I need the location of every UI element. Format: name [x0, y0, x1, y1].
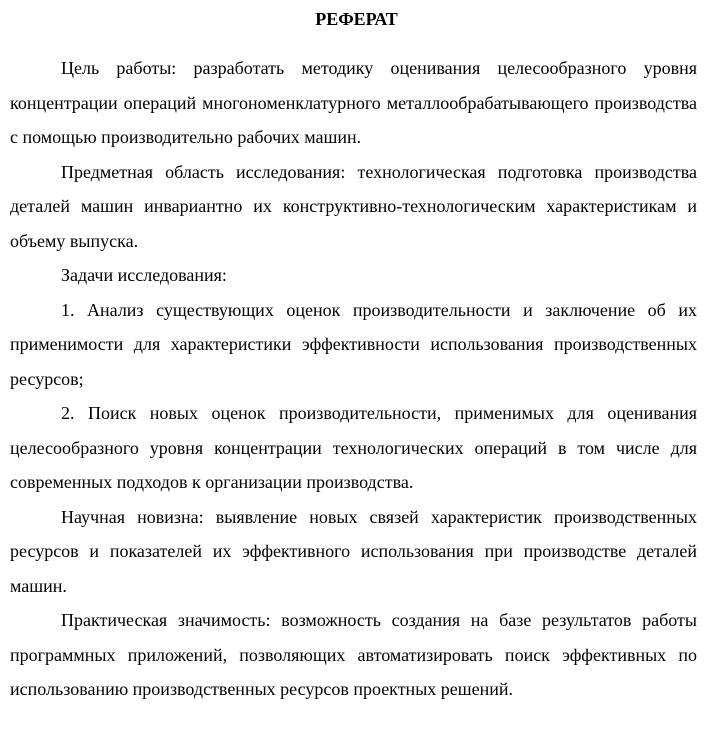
paragraph-novelty: Научная новизна: выявление новых связей характеристик производственных ресурсов и показателей их эффективного использования при производстве деталей машин. — [10, 506, 697, 596]
document-title: РЕФЕРАТ — [315, 9, 398, 29]
paragraph-significance: Практическая значимость: возможность создания на базе результатов работы программных приложений, позволяющих автоматизировать поиск эффективных по использованию производственных ресурсов проектных решений. — [10, 610, 697, 699]
paragraph-task-1: 1. Анализ существующих оценок производительности и заключение об их применимости для характеристики эффективности использования производственных ресурсов; — [10, 299, 697, 389]
paragraph-subject-area: Предметная область исследования: технологическая подготовка производства деталей машин инвариантно их конструктивно-технологическим характеристикам и объему выпуска. — [10, 161, 697, 251]
paragraph-goal: Цель работы: разработать методику оценивания целесообразного уровня концентрации операций многономенклатурного металлообрабатывающего производства с помощью производительно рабочих машин. — [10, 58, 697, 147]
paragraph-tasks-heading: Задачи исследования: — [61, 265, 227, 285]
document-page — [10, 0, 697, 707]
paragraph-task-2: 2. Поиск новых оценок производительности, применимых для оценивания целесообразного уровня концентрации технологических операций в том числе для современных подходов к организации производства. — [10, 403, 697, 492]
